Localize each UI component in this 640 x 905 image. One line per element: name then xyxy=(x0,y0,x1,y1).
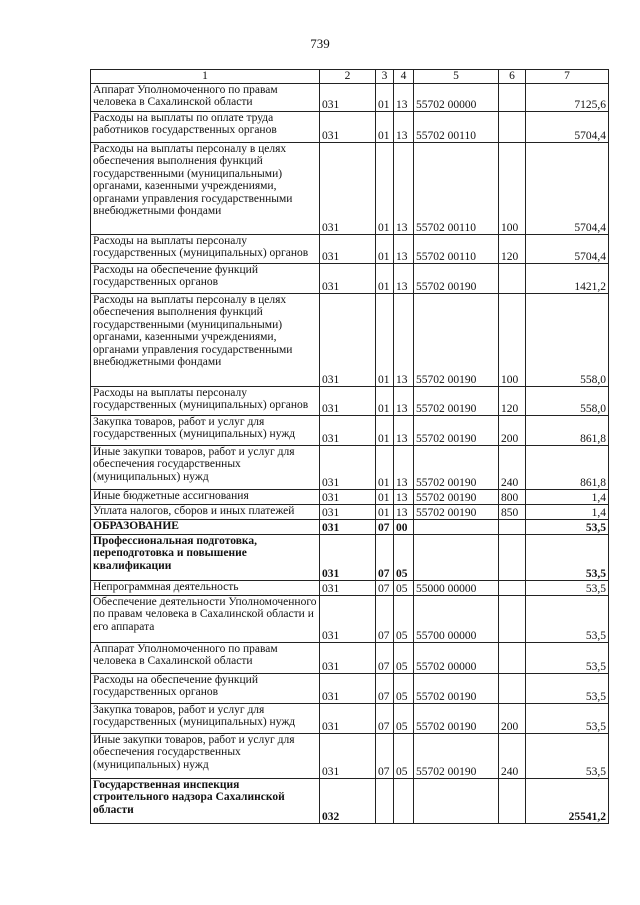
amount-cell: 861,8 xyxy=(526,416,609,446)
ministry-code-cell: 031 xyxy=(320,264,376,294)
ministry-code-cell: 031 xyxy=(320,674,376,704)
ministry-code-cell: 031 xyxy=(320,505,376,520)
row-name-cell: Уплата налогов, сборов и иных платежей xyxy=(91,505,320,520)
table-row xyxy=(91,734,609,779)
amount-cell: 53,5 xyxy=(526,520,609,535)
table-row xyxy=(91,535,609,581)
section-cell: 07 xyxy=(376,520,394,535)
expense-type-cell: 200 xyxy=(499,416,526,446)
expense-type-cell xyxy=(499,674,526,704)
amount-cell: 53,5 xyxy=(526,596,609,643)
expense-type-cell: 240 xyxy=(499,446,526,490)
subsection-cell: 13 xyxy=(394,84,414,112)
amount-cell: 25541,2 xyxy=(526,779,609,824)
subsection-cell: 13 xyxy=(394,235,414,264)
target-article-cell: 55702 00190 xyxy=(414,264,499,294)
section-cell: 07 xyxy=(376,581,394,596)
ministry-code-cell: 032 xyxy=(320,779,376,824)
ministry-code-cell: 031 xyxy=(320,581,376,596)
target-article-cell xyxy=(414,779,499,824)
table-row xyxy=(91,779,609,824)
table-row xyxy=(91,235,609,264)
section-cell: 07 xyxy=(376,704,394,734)
row-name-cell: Расходы на выплаты персоналу в целях обеспечения выполнения функций государственными (муниципальными) органами, казенными учреждениями, органами управления государственными внебюджетными фондами xyxy=(91,143,320,235)
section-cell: 01 xyxy=(376,387,394,416)
expense-type-cell: 120 xyxy=(499,235,526,264)
amount-cell: 5704,4 xyxy=(526,143,609,235)
expense-type-cell: 120 xyxy=(499,387,526,416)
ministry-code-cell: 031 xyxy=(320,596,376,643)
column-header: 6 xyxy=(499,70,526,84)
column-header: 1 xyxy=(91,70,320,84)
subsection-cell: 00 xyxy=(394,520,414,535)
amount-cell: 1,4 xyxy=(526,490,609,505)
subsection-cell: 13 xyxy=(394,446,414,490)
target-article-cell: 55000 00000 xyxy=(414,581,499,596)
target-article-cell: 55702 00190 xyxy=(414,704,499,734)
amount-cell: 53,5 xyxy=(526,674,609,704)
expense-type-cell: 200 xyxy=(499,704,526,734)
subsection-cell: 05 xyxy=(394,734,414,779)
ministry-code-cell: 031 xyxy=(320,734,376,779)
table-row xyxy=(91,294,609,387)
section-cell: 01 xyxy=(376,416,394,446)
section-cell: 07 xyxy=(376,596,394,643)
table-row xyxy=(91,643,609,674)
expense-type-cell xyxy=(499,84,526,112)
target-article-cell: 55702 00110 xyxy=(414,143,499,235)
subsection-cell: 13 xyxy=(394,294,414,387)
row-name-cell: Аппарат Уполномоченного по правам человека в Сахалинской области xyxy=(91,643,320,674)
row-name-cell: Расходы на обеспечение функций государственных органов xyxy=(91,264,320,294)
amount-cell: 1,4 xyxy=(526,505,609,520)
row-name-cell: Закупка товаров, работ и услуг для государственных (муниципальных) нужд xyxy=(91,704,320,734)
row-name-cell: Иные закупки товаров, работ и услуг для обеспечения государственных (муниципальных) нужд xyxy=(91,446,320,490)
row-name-cell: Расходы на обеспечение функций государственных органов xyxy=(91,674,320,704)
page-number: 739 xyxy=(310,36,330,51)
ministry-code-cell: 031 xyxy=(320,235,376,264)
section-cell: 01 xyxy=(376,446,394,490)
amount-cell: 53,5 xyxy=(526,581,609,596)
target-article-cell: 55702 00190 xyxy=(414,446,499,490)
subsection-cell: 05 xyxy=(394,596,414,643)
column-header: 4 xyxy=(394,70,414,84)
row-name-cell: Расходы на выплаты персоналу государственных (муниципальных) органов xyxy=(91,387,320,416)
ministry-code-cell: 031 xyxy=(320,387,376,416)
section-cell: 07 xyxy=(376,535,394,581)
section-cell: 07 xyxy=(376,734,394,779)
table-row xyxy=(91,704,609,734)
table-row xyxy=(91,84,609,112)
ministry-code-cell: 031 xyxy=(320,446,376,490)
header-row xyxy=(91,70,609,84)
ministry-code-cell: 031 xyxy=(320,535,376,581)
subsection-cell: 13 xyxy=(394,505,414,520)
subsection-cell: 13 xyxy=(394,416,414,446)
table-row xyxy=(91,520,609,535)
row-name-cell: Иные закупки товаров, работ и услуг для обеспечения государственных (муниципальных) нужд xyxy=(91,734,320,779)
subsection-cell: 13 xyxy=(394,490,414,505)
target-article-cell: 55702 00000 xyxy=(414,84,499,112)
amount-cell: 5704,4 xyxy=(526,112,609,143)
amount-cell: 53,5 xyxy=(526,643,609,674)
amount-cell: 558,0 xyxy=(526,387,609,416)
table-row xyxy=(91,143,609,235)
expense-type-cell xyxy=(499,596,526,643)
row-name-cell: Расходы на выплаты по оплате труда работников государственных органов xyxy=(91,112,320,143)
row-name-cell: ОБРАЗОВАНИЕ xyxy=(91,520,320,535)
table-row xyxy=(91,112,609,143)
table-row xyxy=(91,596,609,643)
section-cell: 01 xyxy=(376,264,394,294)
section-cell: 01 xyxy=(376,84,394,112)
subsection-cell: 05 xyxy=(394,674,414,704)
subsection-cell: 13 xyxy=(394,112,414,143)
subsection-cell: 05 xyxy=(394,535,414,581)
expense-type-cell: 100 xyxy=(499,294,526,387)
row-name-cell: Непрограммная деятельность xyxy=(91,581,320,596)
subsection-cell: 05 xyxy=(394,704,414,734)
expense-type-cell xyxy=(499,643,526,674)
row-name-cell: Расходы на выплаты персоналу в целях обеспечения выполнения функций государственными (муниципальными) органами, казенными учреждениями, органами управления государственными внебюджетными фондами xyxy=(91,294,320,387)
ministry-code-cell: 031 xyxy=(320,294,376,387)
expense-type-cell xyxy=(499,581,526,596)
amount-cell: 7125,6 xyxy=(526,84,609,112)
amount-cell: 53,5 xyxy=(526,535,609,581)
section-cell: 01 xyxy=(376,143,394,235)
target-article-cell: 55702 00110 xyxy=(414,235,499,264)
amount-cell: 53,5 xyxy=(526,734,609,779)
table-row xyxy=(91,490,609,505)
expense-type-cell xyxy=(499,535,526,581)
table-row xyxy=(91,416,609,446)
row-name-cell: Обеспечение деятельности Уполномоченного по правам человека в Сахалинской области и его аппарата xyxy=(91,596,320,643)
ministry-code-cell: 031 xyxy=(320,704,376,734)
table-row xyxy=(91,674,609,704)
section-cell: 01 xyxy=(376,505,394,520)
expense-type-cell: 850 xyxy=(499,505,526,520)
subsection-cell: 13 xyxy=(394,264,414,294)
column-header: 7 xyxy=(526,70,609,84)
target-article-cell: 55702 00190 xyxy=(414,505,499,520)
amount-cell: 1421,2 xyxy=(526,264,609,294)
table-row xyxy=(91,505,609,520)
subsection-cell: 05 xyxy=(394,581,414,596)
section-cell: 07 xyxy=(376,643,394,674)
row-name-cell: Государственная инспекция строительного надзора Сахалинской области xyxy=(91,779,320,824)
target-article-cell: 55700 00000 xyxy=(414,596,499,643)
target-article-cell: 55702 00110 xyxy=(414,112,499,143)
column-header: 5 xyxy=(414,70,499,84)
section-cell: 01 xyxy=(376,490,394,505)
expense-type-cell xyxy=(499,779,526,824)
column-header: 2 xyxy=(320,70,376,84)
section-cell: 01 xyxy=(376,112,394,143)
budget-table xyxy=(90,69,609,824)
target-article-cell: 55702 00190 xyxy=(414,674,499,704)
target-article-cell xyxy=(414,535,499,581)
subsection-cell: 13 xyxy=(394,143,414,235)
target-article-cell: 55702 00190 xyxy=(414,387,499,416)
section-cell: 01 xyxy=(376,235,394,264)
amount-cell: 5704,4 xyxy=(526,235,609,264)
ministry-code-cell: 031 xyxy=(320,143,376,235)
section-cell: 07 xyxy=(376,674,394,704)
ministry-code-cell: 031 xyxy=(320,112,376,143)
expense-type-cell xyxy=(499,520,526,535)
amount-cell: 861,8 xyxy=(526,446,609,490)
expense-type-cell xyxy=(499,112,526,143)
row-name-cell: Профессиональная подготовка, переподготовка и повышение квалификации xyxy=(91,535,320,581)
expense-type-cell: 240 xyxy=(499,734,526,779)
row-name-cell: Аппарат Уполномоченного по правам человека в Сахалинской области xyxy=(91,84,320,112)
table-row xyxy=(91,581,609,596)
ministry-code-cell: 031 xyxy=(320,643,376,674)
amount-cell: 558,0 xyxy=(526,294,609,387)
target-article-cell: 55702 00190 xyxy=(414,294,499,387)
table-row xyxy=(91,446,609,490)
target-article-cell: 55702 00190 xyxy=(414,490,499,505)
expense-type-cell xyxy=(499,264,526,294)
expense-type-cell: 800 xyxy=(499,490,526,505)
ministry-code-cell: 031 xyxy=(320,84,376,112)
amount-cell: 53,5 xyxy=(526,704,609,734)
expense-type-cell: 100 xyxy=(499,143,526,235)
row-name-cell: Закупка товаров, работ и услуг для государственных (муниципальных) нужд xyxy=(91,416,320,446)
section-cell xyxy=(376,779,394,824)
subsection-cell: 13 xyxy=(394,387,414,416)
target-article-cell: 55702 00000 xyxy=(414,643,499,674)
subsection-cell: 05 xyxy=(394,643,414,674)
table-row xyxy=(91,387,609,416)
ministry-code-cell: 031 xyxy=(320,520,376,535)
target-article-cell xyxy=(414,520,499,535)
table-row xyxy=(91,264,609,294)
target-article-cell: 55702 00190 xyxy=(414,734,499,779)
target-article-cell: 55702 00190 xyxy=(414,416,499,446)
column-header: 3 xyxy=(376,70,394,84)
row-name-cell: Иные бюджетные ассигнования xyxy=(91,490,320,505)
subsection-cell xyxy=(394,779,414,824)
section-cell: 01 xyxy=(376,294,394,387)
row-name-cell: Расходы на выплаты персоналу государственных (муниципальных) органов xyxy=(91,235,320,264)
ministry-code-cell: 031 xyxy=(320,416,376,446)
ministry-code-cell: 031 xyxy=(320,490,376,505)
